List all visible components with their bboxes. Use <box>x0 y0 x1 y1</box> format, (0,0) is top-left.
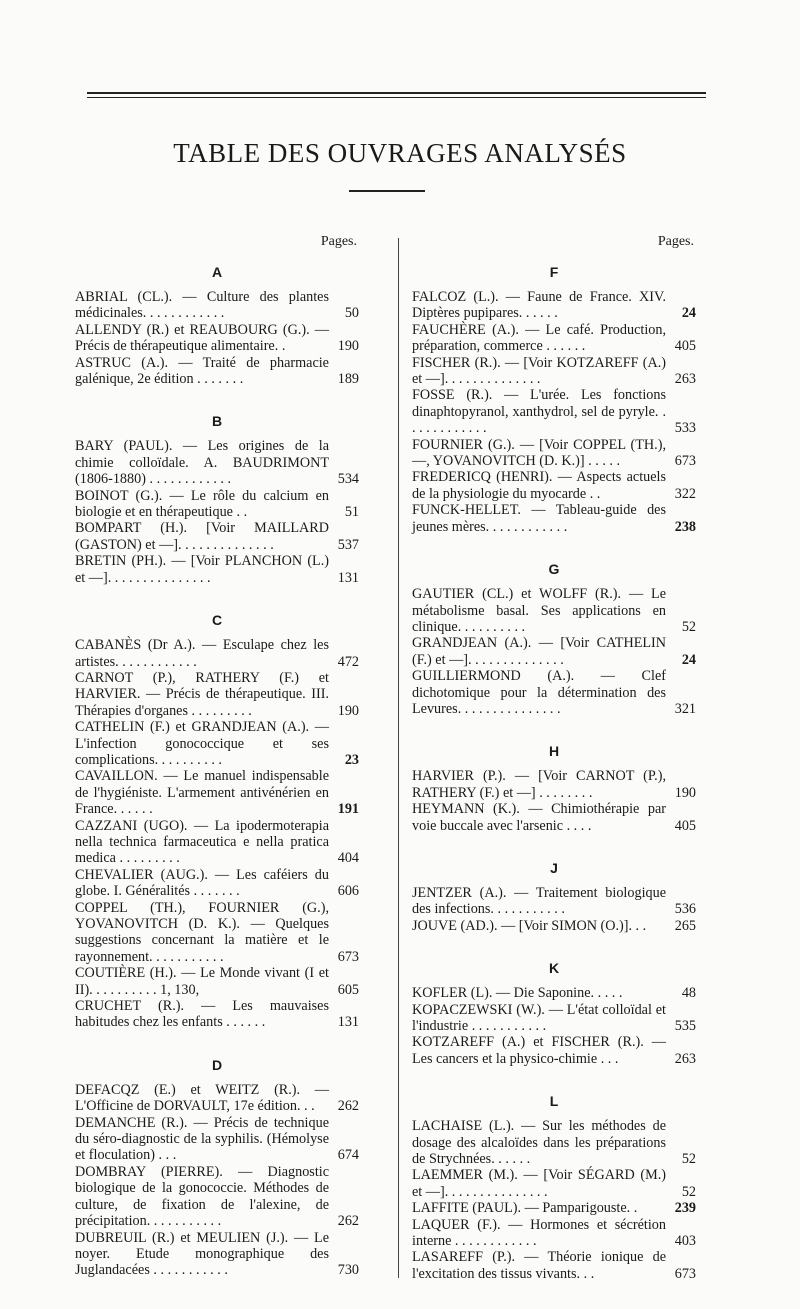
section-letter: H <box>548 743 560 760</box>
entry-text: LAFFITE (PAUL). — Pamparigouste. . <box>412 1200 638 1217</box>
left-column <box>75 234 359 1295</box>
entry-page-number: 190 <box>337 702 359 719</box>
index-entry <box>412 1167 696 1200</box>
entry-text: CHEVALIER (AUG.). — Les caféiers du globe. I. Généralités . . . . . . . <box>75 866 329 900</box>
index-entry <box>75 637 359 670</box>
entry-page-number: 403 <box>674 1233 696 1250</box>
entry-page-number: 535 <box>674 1018 696 1034</box>
entry-text: LAEMMER (M.). — [Voir SÉGARD (M.) et —]. . . . . . . . . . . . . . . <box>412 1167 666 1200</box>
entry-text: DEMANCHE (R.). — Précis de technique du séro-diagnostic de la syphilis. (Hémolyse et floculation) . . . <box>75 1114 329 1164</box>
index-entry <box>412 1118 696 1167</box>
entry-text: BARY (PAUL). — Les origines de la chimie colloïdale. A. BAUDRIMONT (1806-1880) . . . . . . . . . . . . <box>75 438 329 488</box>
entry-page-number: 189 <box>337 371 359 388</box>
entry-page-number: 263 <box>674 371 696 388</box>
entry-text: FUNCK-HELLET. — Tableau-guide des jeunes mères. . . . . . . . . . . . <box>412 502 666 535</box>
entry-page-number: 190 <box>337 338 359 355</box>
entry-text: ABRIAL (CL.). — Culture des plantes médicinales. . . . . . . . . . . . <box>75 289 329 322</box>
index-entry <box>75 719 359 768</box>
entry-page-number: 606 <box>337 883 359 900</box>
pages-header: Pages. <box>320 234 357 249</box>
entry-text: HARVIER (P.). — [Voir CARNOT (P.), RATHERY (F.) et —] . . . . . . . . <box>412 768 666 801</box>
entry-text: KOFLER (L). — Die Saponine. . . . . <box>412 985 623 1002</box>
entry-text: FALCOZ (L.). — Faune de France. XIV. Diptères pupipares. . . . . . <box>412 289 666 322</box>
section-letter: B <box>211 413 223 430</box>
entry-text: FOSSE (R.). — L'urée. Les fonctions dinaphtopyranol, xanthydrol, sel de pyryle. . . . . . . . . . . . . <box>412 387 666 437</box>
index-entry <box>412 1200 696 1216</box>
entry-text: DOMBRAY (PIERRE). — Diagnostic biologique de la gonococcie. Méthodes de culture, de fixation de l'alexine, de précipitation. . . . . . . . . . . <box>75 1163 329 1230</box>
entry-page-number: 263 <box>674 1050 696 1067</box>
index-entry <box>412 768 696 801</box>
entry-text: HEYMANN (K.). — Chimiothérapie par voie buccale avec l'arsenic . . . . <box>412 801 666 834</box>
index-entry <box>412 635 696 668</box>
entry-page-number: 51 <box>344 504 359 521</box>
right-sections <box>412 264 696 1298</box>
entry-text: FAUCHÈRE (A.). — Le café. Production, préparation, commerce . . . . . . <box>412 321 666 355</box>
index-entry <box>412 1002 696 1035</box>
section-letter: K <box>548 960 560 977</box>
title-rule <box>349 190 425 192</box>
section-letter: F <box>549 264 559 280</box>
index-entry <box>75 355 359 388</box>
entry-page-number: 191 <box>337 801 359 818</box>
index-entry <box>412 801 696 834</box>
entry-page-number: 674 <box>337 1147 359 1164</box>
page-title: TABLE DES OUVRAGES ANALYSÉS <box>173 138 627 168</box>
entry-text: LACHAISE (L.). — Sur les méthodes de dosage des alcaloïdes dans les préparations de Strychnées. . . . . . <box>412 1118 666 1168</box>
entry-text: FISCHER (R.). — [Voir KOTZAREFF (A.) et —]. . . . . . . . . . . . . . <box>412 354 666 388</box>
entry-text: JOUVE (AD.). — [Voir SIMON (O.)]. . . <box>412 917 647 934</box>
index-entry <box>412 469 696 502</box>
entry-text: BOMPART (H.). [Voir MAILLARD (GASTON) et —]. . . . . . . . . . . . . . <box>75 520 329 553</box>
entry-text: COUTIÈRE (H.). — Le Monde vivant (I et II). . . . . . . . . . 1, 130, <box>75 965 329 998</box>
entry-text: BOINOT (G.). — Le rôle du calcium en biologie et en thérapeutique . . <box>75 487 329 521</box>
index-entry <box>75 1115 359 1164</box>
section-letter: J <box>550 859 558 876</box>
entry-page-number: 190 <box>674 784 696 801</box>
entry-page-number: 262 <box>337 1213 359 1230</box>
index-entry <box>75 818 359 867</box>
entry-text: CATHELIN (F.) et GRANDJEAN (A.). — L'infection gonococcique et ses complications. . . . . . . . . . <box>75 719 329 768</box>
index-entry <box>75 289 359 322</box>
entry-page-number: 131 <box>337 1014 359 1031</box>
section-gap <box>412 717 696 733</box>
entry-text: GAUTIER (CL.) et WOLFF (R.). — Le métabolisme basal. Ses applications en clinique. . . . . . . . . . <box>412 586 666 635</box>
index-entry <box>75 965 359 998</box>
index-entry <box>412 387 696 436</box>
entry-text: COPPEL (TH.), FOURNIER (G.), YOVANOVITCH (D. K.). — Quelques suggestions concernant la matière et le rayonnement. . . . . . . . . . . <box>75 899 329 965</box>
entry-page-number: 24 <box>681 651 696 668</box>
entry-page-number: 534 <box>337 471 359 488</box>
section-gap <box>412 535 696 551</box>
column-divider <box>398 238 399 1278</box>
entry-page-number: 131 <box>337 569 359 586</box>
entry-text: CRUCHET (R.). — Les mauvaises habitudes chez les enfants . . . . . . <box>75 998 329 1031</box>
left-sections <box>75 264 359 1295</box>
entry-text: CABANÈS (Dr A.). — Esculape chez les artistes. . . . . . . . . . . . <box>75 637 329 670</box>
index-entry <box>412 1217 696 1250</box>
index-entry <box>75 322 359 355</box>
index-entry <box>412 502 696 535</box>
entry-page-number: 24 <box>681 305 696 322</box>
entry-page-number: 322 <box>674 485 696 502</box>
section-letter: A <box>211 264 223 280</box>
entry-page-number: 238 <box>674 518 696 535</box>
entry-page-number: 265 <box>674 917 696 934</box>
entry-text: FOURNIER (G.). — [Voir COPPEL (TH.), —, YOVANOVITCH (D. K.)] . . . . . <box>412 436 666 470</box>
entry-text: DEFACQZ (E.) et WEITZ (R.). — L'Officine de DORVAULT, 17e édition. . . <box>75 1081 329 1115</box>
index-entry <box>412 985 696 1001</box>
index-entry <box>412 322 696 355</box>
entry-text: LASAREFF (P.). — Théorie ionique de l'excitation des tissus vivants. . . <box>412 1249 666 1282</box>
index-entry <box>75 438 359 487</box>
index-entry <box>412 918 696 934</box>
index-entry <box>412 1034 696 1067</box>
entry-page-number: 52 <box>681 618 696 635</box>
entry-text: GRANDJEAN (A.). — [Voir CATHELIN (F.) et —]. . . . . . . . . . . . . . <box>412 635 666 668</box>
entry-page-number: 533 <box>674 420 696 437</box>
index-entry <box>75 998 359 1031</box>
entry-page-number: 262 <box>337 1098 359 1115</box>
entry-text: CAVAILLON. — Le manuel indispensable de l'hygiéniste. L'armement antivénérien en France. . . . . . <box>75 768 329 818</box>
entry-text: FREDERICQ (HENRI). — Aspects actuels de la physiologie du myocarde . . <box>412 469 666 502</box>
index-entry <box>75 1164 359 1230</box>
section-letter: G <box>548 561 560 578</box>
entry-page-number: 404 <box>337 850 359 867</box>
entry-text: KOPACZEWSKI (W.). — L'état colloïdal et l'industrie . . . . . . . . . . . <box>412 1001 666 1034</box>
section-letter: C <box>211 612 223 629</box>
entry-text: GUILLIERMOND (A.). — Clef dichotomique pour la détermination des Levures. . . . . . . . . . . . . . . <box>412 668 666 717</box>
entry-page-number: 321 <box>674 700 696 717</box>
index-entry <box>412 668 696 717</box>
entry-text: DUBREUIL (R.) et MEULIEN (J.). — Le noyer. Etude monographique des Juglandacées . . . . . . . . . . . <box>75 1229 329 1279</box>
entry-text: ALLENDY (R.) et REAUBOURG (G.). — Précis de thérapeutique alimentaire. . <box>75 321 329 355</box>
entry-text: ASTRUC (A.). — Traité de pharmacie galénique, 2e édition . . . . . . . <box>75 354 329 388</box>
entry-page-number: 673 <box>674 453 696 470</box>
section-gap <box>75 586 359 602</box>
entry-text: LAQUER (F.). — Hormones et sécrétion interne . . . . . . . . . . . . <box>412 1216 666 1250</box>
section-gap <box>412 934 696 950</box>
entry-page-number: 23 <box>344 751 359 768</box>
entry-page-number: 50 <box>344 305 359 322</box>
right-column <box>412 234 696 1298</box>
index-entry <box>75 1082 359 1115</box>
section-gap <box>412 1282 696 1298</box>
entry-page-number: 405 <box>674 817 696 834</box>
section-gap <box>75 1031 359 1047</box>
entry-page-number: 52 <box>681 1183 696 1200</box>
entry-page-number: 673 <box>674 1265 696 1282</box>
section-gap <box>412 834 696 850</box>
index-entry <box>75 488 359 521</box>
entry-page-number: 673 <box>337 948 359 965</box>
entry-page-number: 472 <box>337 653 359 670</box>
section-gap <box>412 1067 696 1083</box>
index-entry <box>75 553 359 586</box>
section-gap <box>75 387 359 403</box>
index-entry <box>75 867 359 900</box>
index-entry <box>75 520 359 553</box>
entry-page-number: 405 <box>674 338 696 355</box>
index-entry <box>75 1230 359 1279</box>
entry-text: JENTZER (A.). — Traitement biologique des infections. . . . . . . . . . . <box>412 884 666 918</box>
entry-page-number: 537 <box>337 536 359 553</box>
top-rule-thin <box>87 97 706 98</box>
index-entry <box>412 437 696 470</box>
index-entry <box>75 900 359 966</box>
entry-page-number: 48 <box>681 985 696 1002</box>
top-rule <box>87 92 706 94</box>
entry-text: CARNOT (P.), RATHERY (F.) et HARVIER. — Précis de thérapeutique. III. Thérapies d'organes . . . . . . . . . <box>75 669 329 719</box>
entry-text: BRETIN (PH.). — [Voir PLANCHON (L.) et —]. . . . . . . . . . . . . . . <box>75 553 329 586</box>
entry-text: CAZZANI (UGO). — La ipodermoterapia nella technica farmaceutica e nella pratica medica . . . . . . . . . <box>75 817 329 867</box>
entry-page-number: 239 <box>674 1200 696 1217</box>
section-letter: D <box>211 1056 223 1073</box>
section-gap <box>75 1279 359 1295</box>
entry-page-number: 730 <box>337 1262 359 1279</box>
entry-page-number: 605 <box>337 981 359 998</box>
index-entry <box>75 670 359 719</box>
section-letter: L <box>549 1093 559 1110</box>
index-entry <box>412 355 696 388</box>
entry-text: KOTZAREFF (A.) et FISCHER (R.). — Les cancers et la physico-chimie . . . <box>412 1034 666 1067</box>
pages-header: Pages. <box>657 234 694 249</box>
index-entry <box>75 768 359 817</box>
index-entry <box>412 1249 696 1282</box>
entry-page-number: 536 <box>674 901 696 918</box>
entry-page-number: 52 <box>681 1151 696 1168</box>
index-entry <box>412 586 696 635</box>
index-entry <box>412 885 696 918</box>
index-entry <box>412 289 696 322</box>
